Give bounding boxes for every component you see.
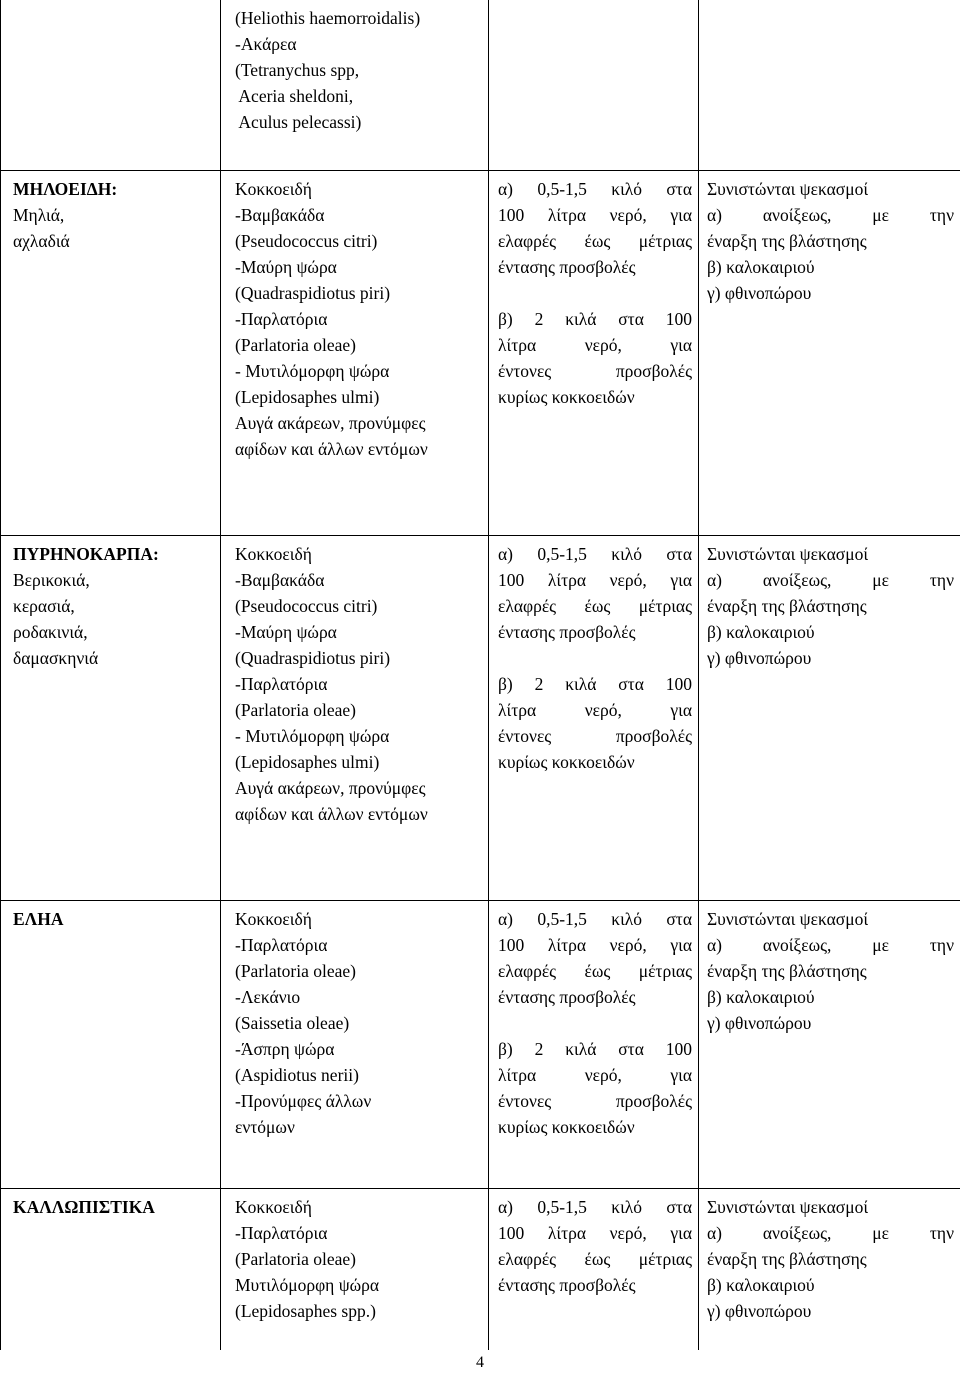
rec-line: Συνιστώνται ψεκασμοί [707, 1196, 869, 1217]
dose-cell [489, 535, 699, 900]
pest-line: -Βαμβακάδα [235, 569, 325, 590]
rec-line: Συνιστώνται ψεκασμοί [707, 178, 869, 199]
pest-line: (Aspidiotus nerii) [235, 1064, 359, 1085]
dose-cell [489, 170, 699, 535]
pest-line: -Παρλατόρια [235, 673, 328, 694]
page-number: 4 [476, 1354, 484, 1371]
pest-line: Κοκκοειδή [235, 178, 312, 199]
pest-line: - Μυτιλόμορφη ψώρα [235, 360, 390, 381]
pest-line: Κοκκοειδή [235, 908, 312, 929]
dose-line: έντονες προσβολές [498, 1090, 692, 1111]
pest-line: Aceria sheldoni, [235, 86, 354, 106]
dose-cell [489, 900, 699, 1188]
pest-line: (Heliothis haemorroidalis) [235, 8, 421, 28]
rec-line: β) καλοκαιριού [707, 986, 815, 1007]
dose-line: α) 0,5-1,5 κιλό στα [498, 543, 692, 564]
rec-line: έναρξη της βλάστησης [707, 230, 867, 251]
table-row [1, 170, 960, 535]
dose-line: έντονες προσβολές [498, 360, 692, 381]
crop-line: κερασιά, [13, 595, 75, 616]
dose-line: λίτρα νερό, για [498, 334, 692, 355]
crop-cell [1, 1188, 221, 1350]
pest-line: εντόμων [235, 1116, 295, 1137]
pest-line: (Parlatoria oleae) [235, 699, 356, 720]
rec-line: α) ανοίξεως, με την [707, 204, 954, 225]
pest-line: αφίδων και άλλων εντόμων [235, 803, 428, 824]
pest-cell [221, 535, 489, 900]
pest-line: αφίδων και άλλων εντόμων [235, 438, 428, 459]
pest-line: Κοκκοειδή [235, 543, 312, 564]
dose-line: ελαφρές έως μέτριας [498, 960, 692, 981]
recommendation-cell [699, 0, 960, 170]
pest-line: -Μαύρη ψώρα [235, 256, 337, 277]
pest-line: -Παρλατόρια [235, 308, 328, 329]
dose-line: έντασης προσβολές [498, 621, 636, 642]
rec-line: γ) φθινοπώρου [707, 282, 812, 303]
dose-cell [489, 1188, 699, 1350]
pest-cell [221, 170, 489, 535]
dose-line: β) 2 κιλά στα 100 [498, 1038, 692, 1059]
crop-cell [1, 535, 221, 900]
pest-line: (Parlatoria oleae) [235, 960, 356, 981]
rec-line: α) ανοίξεως, με την [707, 1222, 954, 1243]
dose-cell [489, 0, 699, 170]
table-row [1, 900, 960, 1188]
pest-line: -Βαμβακάδα [235, 204, 325, 225]
dose-line: α) 0,5-1,5 κιλό στα [498, 908, 692, 929]
crop-cell [1, 170, 221, 535]
crop-line: δαμασκηνιά [13, 647, 99, 668]
pest-line: (Quadraspidiotus piri) [235, 647, 391, 668]
rec-line: α) ανοίξεως, με την [707, 934, 954, 955]
dose-line: 100 λίτρα νερό, για [498, 204, 692, 225]
crop-line: ροδακινιά, [13, 621, 88, 642]
dose-line: λίτρα νερό, για [498, 1064, 692, 1085]
dose-line: έντασης προσβολές [498, 256, 636, 277]
rec-line: β) καλοκαιριού [707, 1274, 815, 1295]
crop-cell [1, 900, 221, 1188]
rec-line: γ) φθινοπώρου [707, 647, 812, 668]
dose-line: έντασης προσβολές [498, 1274, 636, 1295]
pest-line: (Saissetia oleae) [235, 1012, 350, 1033]
pest-line: Κοκκοειδή [235, 1196, 312, 1217]
recommendation-cell [699, 170, 960, 535]
crop-title: ΕΛΗΑ [13, 908, 64, 929]
pest-cell [221, 900, 489, 1188]
dose-line: λίτρα νερό, για [498, 699, 692, 720]
crop-line: Βερικοκιά, [13, 569, 90, 590]
dose-line: α) 0,5-1,5 κιλό στα [498, 1196, 692, 1217]
dose-line: κυρίως κοκκοειδών [498, 386, 635, 407]
pest-line: (Parlatoria oleae) [235, 1248, 356, 1269]
pest-line: -Ακάρεα [235, 34, 297, 54]
table-row [1, 1188, 960, 1350]
recommendation-cell [699, 900, 960, 1188]
pest-line: (Pseudococcus citri) [235, 230, 378, 251]
pest-line: Aculus pelecassi) [235, 112, 362, 132]
rec-line: Συνιστώνται ψεκασμοί [707, 543, 869, 564]
pest-cell [221, 0, 489, 170]
pest-line: (Lepidosaphes ulmi) [235, 386, 380, 407]
dose-line: ελαφρές έως μέτριας [498, 1248, 692, 1269]
table-row [1, 535, 960, 900]
pest-line: -Προνύμφες άλλων [235, 1090, 372, 1111]
rec-line: β) καλοκαιριού [707, 256, 815, 277]
dose-line: 100 λίτρα νερό, για [498, 1222, 692, 1243]
pest-line: (Quadraspidiotus piri) [235, 282, 391, 303]
pest-line: - Μυτιλόμορφη ψώρα [235, 725, 390, 746]
pest-line: Αυγά ακάρεων, προνύμφες [235, 412, 426, 433]
pest-line: Μυτιλόμορφη ψώρα [235, 1274, 380, 1295]
dose-line: έντονες προσβολές [498, 725, 692, 746]
dose-line: έντασης προσβολές [498, 986, 636, 1007]
pest-line: -Μαύρη ψώρα [235, 621, 337, 642]
pest-line: -Λεκάνιο [235, 986, 301, 1007]
dose-line: ελαφρές έως μέτριας [498, 230, 692, 251]
recommendation-cell [699, 1188, 960, 1350]
pest-line: (Parlatoria oleae) [235, 334, 356, 355]
crop-title: ΚΑΛΛΩΠΙΣΤΙΚΑ [13, 1196, 155, 1217]
rec-line: α) ανοίξεως, με την [707, 569, 954, 590]
rec-line: έναρξη της βλάστησης [707, 960, 867, 981]
rec-line: γ) φθινοπώρου [707, 1012, 812, 1033]
dose-line: κυρίως κοκκοειδών [498, 751, 635, 772]
rec-line: έναρξη της βλάστησης [707, 595, 867, 616]
crop-line: Μηλιά, [13, 204, 65, 225]
table-row [1, 0, 960, 170]
dose-line: 100 λίτρα νερό, για [498, 934, 692, 955]
dose-line: κυρίως κοκκοειδών [498, 1116, 635, 1137]
pest-line: (Tetranychus spp, [235, 60, 360, 80]
pest-line: (Lepidosaphes spp.) [235, 1300, 376, 1321]
pest-line: -Παρλατόρια [235, 1222, 328, 1243]
dose-line: ελαφρές έως μέτριας [498, 595, 692, 616]
rec-line: έναρξη της βλάστησης [707, 1248, 867, 1269]
pest-cell [221, 1188, 489, 1350]
rec-line: β) καλοκαιριού [707, 621, 815, 642]
crop-title: ΜΗΛΟΕΙΔΗ: [13, 178, 118, 199]
rec-line: Συνιστώνται ψεκασμοί [707, 908, 869, 929]
dose-line: α) 0,5-1,5 κιλό στα [498, 178, 692, 199]
pest-line: Αυγά ακάρεων, προνύμφες [235, 777, 426, 798]
crop-title: ΠΥΡΗΝΟΚΑΡΠΑ: [13, 543, 159, 564]
pest-line: -Άσπρη ψώρα [235, 1038, 335, 1059]
dose-line: β) 2 κιλά στα 100 [498, 673, 692, 694]
pest-line: (Lepidosaphes ulmi) [235, 751, 380, 772]
pest-line: -Παρλατόρια [235, 934, 328, 955]
dose-line: 100 λίτρα νερό, για [498, 569, 692, 590]
dose-line: β) 2 κιλά στα 100 [498, 308, 692, 329]
pest-line: (Pseudococcus citri) [235, 595, 378, 616]
crop-cell [1, 0, 221, 170]
recommendation-cell [699, 535, 960, 900]
crop-line: αχλαδιά [13, 230, 70, 251]
rec-line: γ) φθινοπώρου [707, 1300, 812, 1321]
